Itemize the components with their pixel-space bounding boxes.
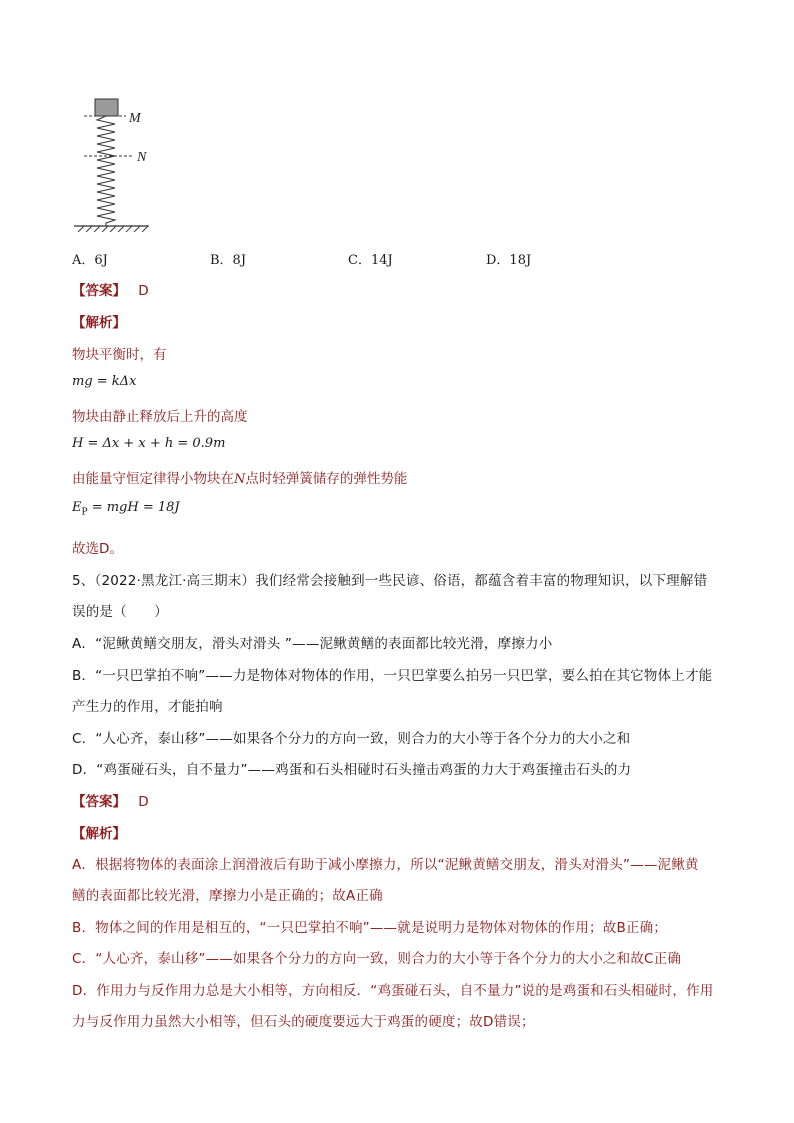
label-m: M xyxy=(129,111,141,126)
q4-analysis-line-3 xyxy=(72,467,407,487)
q4-conclusion: 故选D。 xyxy=(72,541,123,557)
q5-option-c: C．“人心齐，泰山移”——如果各个分力的方向一致，则合力的大小等于各个分力的大小之和 xyxy=(72,731,631,747)
q4-formula-3 xyxy=(72,500,180,518)
ep-rest: = mgH = 18J xyxy=(87,500,180,515)
q5-analysis-tag: 【解析】 xyxy=(72,826,126,842)
answer-value: D xyxy=(138,283,149,299)
q4-option-b: B．8J xyxy=(210,253,247,268)
q5-analysis-line-5: D．作用力与反作用力总是大小相等，方向相反．“鸡蛋碰石头，自不量力”说的是鸡蛋和石头相碰时，作用 xyxy=(72,983,714,999)
q5-option-d: D．“鸡蛋碰石头，自不量力”——鸡蛋和石头相碰时石头撞击鸡蛋的力大于鸡蛋撞击石头的力 xyxy=(72,762,632,778)
q5-answer-row xyxy=(72,790,149,810)
q4-analysis-line-1: 物块平衡时，有 xyxy=(72,347,167,363)
ep-symbol: E xyxy=(72,500,82,515)
q5-analysis-line-6: 力与反作用力虽然大小相等，但石头的硬度要远大于鸡蛋的硬度；故D错误； xyxy=(72,1014,535,1030)
q5-option-b-cont: 产生力的作用，才能拍响 xyxy=(72,699,223,715)
q5-analysis-line-1: A．根据将物体的表面涂上润滑液后有助于减小摩擦力，所以“泥鳅黄鳝交朋友，滑头对滑头”——泥鳅黄 xyxy=(72,857,699,873)
spring-figure xyxy=(70,92,180,237)
answer-tag: 【答案】 xyxy=(72,794,126,810)
n-point: N xyxy=(234,472,246,487)
q5-stem-line-2: 误的是（ ） xyxy=(72,604,168,620)
q5-option-b: B．“一只巴掌拍不响”——力是物体对物体的作用，一只巴掌要么拍另一只巴掌，要么拍在其它物体上才能 xyxy=(72,668,713,684)
q4-formula-2: H = Δx + x + h = 0.9m xyxy=(72,436,226,451)
line-3-part-2: 点时轻弹簧储存的弹性势能 xyxy=(245,471,408,487)
answer-tag: 【答案】 xyxy=(72,283,126,299)
q5-stem-line-1: 5、（2022·黑龙江·高三期末）我们经常会接触到一些民谚、俗语，都蕴含着丰富的物理知识，以下理解错 xyxy=(72,573,708,589)
q5-analysis-line-4: C．“人心齐，泰山移”——如果各个分力的方向一致，则合力的大小等于各个分力的大小之和故C正确 xyxy=(72,951,682,967)
q4-analysis-line-2: 物块由静止释放后上升的高度 xyxy=(72,409,248,425)
answer-value: D xyxy=(138,794,149,810)
block xyxy=(95,99,118,116)
ep-subscript: P xyxy=(81,507,88,518)
spring xyxy=(97,116,115,226)
q4-answer-row xyxy=(72,279,149,299)
q4-option-d: D．18J xyxy=(486,253,532,268)
ground-hatching xyxy=(78,226,148,232)
q4-option-a: A．6J xyxy=(72,253,108,268)
q5-analysis-line-3: B．物体之间的作用是相互的，“一只巴掌拍不响”——就是说明力是物体对物体的作用；故B正确； xyxy=(72,920,668,936)
q4-option-c: C．14J xyxy=(348,253,393,268)
q4-formula-1: mg = kΔx xyxy=(72,374,137,389)
line-3-part-1: 由能量守恒定律得小物块在 xyxy=(72,471,234,487)
q4-analysis-tag: 【解析】 xyxy=(72,315,126,331)
q5-option-a: A．“泥鳅黄鳝交朋友，滑头对滑头 ”——泥鳅黄鳝的表面都比较光滑，摩擦力小 xyxy=(72,636,553,652)
q5-analysis-line-2: 鳝的表面都比较光滑，摩擦力小是正确的；故A正确 xyxy=(72,888,383,904)
label-n: N xyxy=(137,150,147,165)
